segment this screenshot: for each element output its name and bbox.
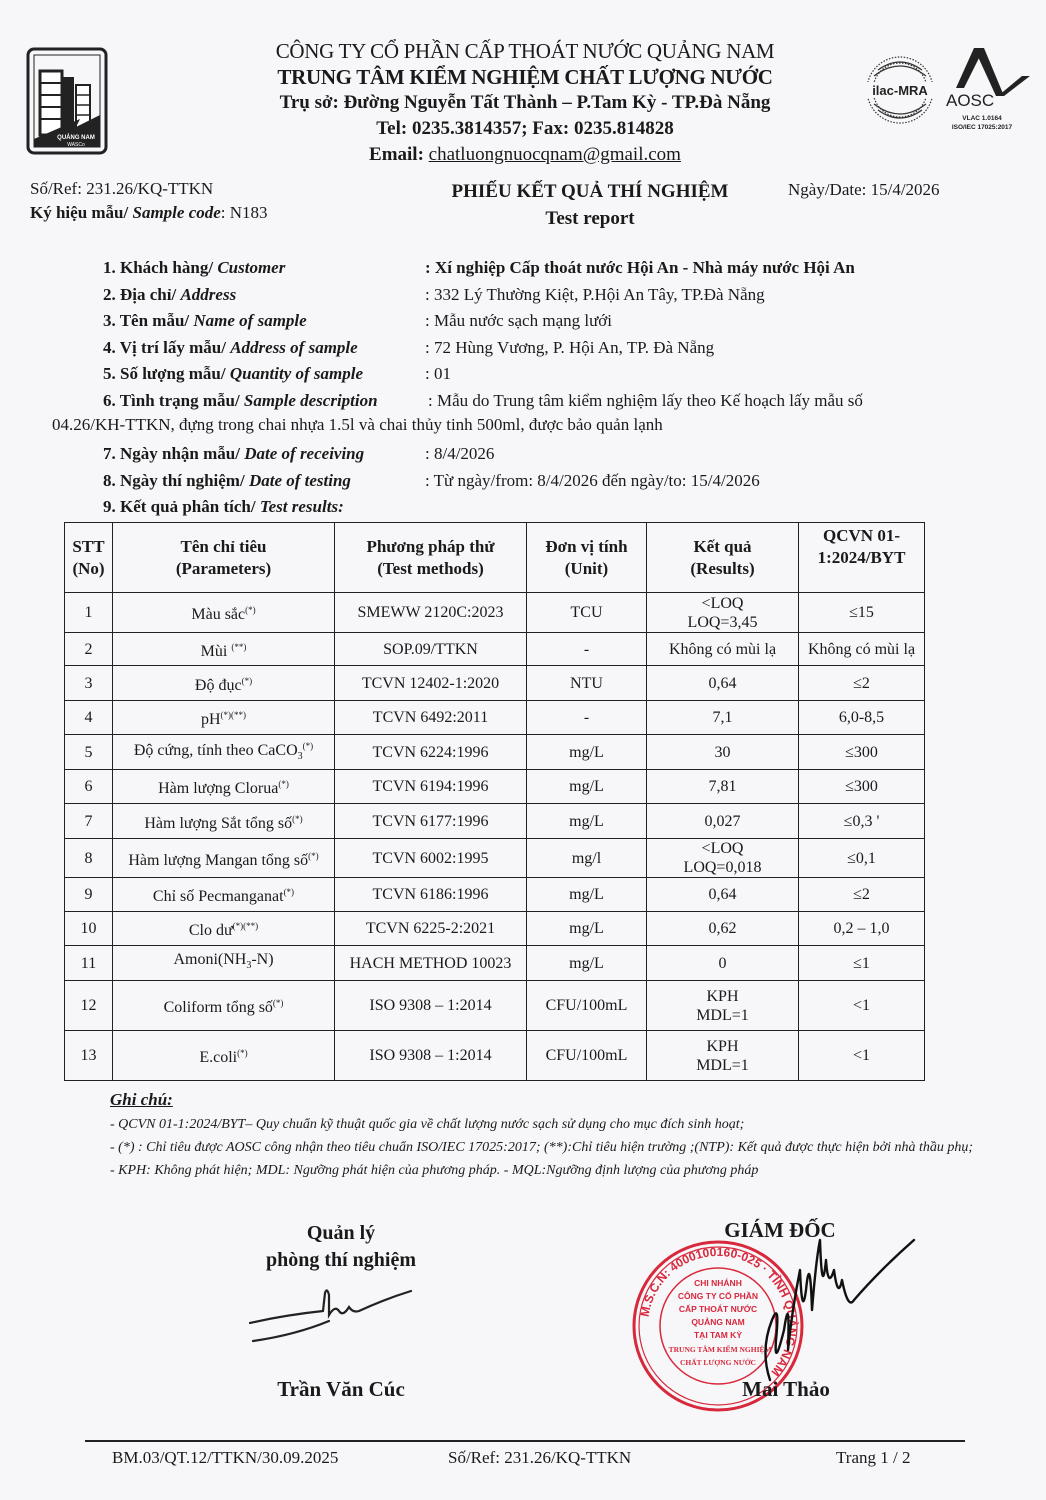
report-date: Ngày/Date: 15/4/2026 xyxy=(788,180,940,199)
table-row xyxy=(65,912,925,946)
cell-no: 5 xyxy=(65,735,113,770)
table-row xyxy=(65,633,925,666)
aosc-vlac: VLAC 1.0164 xyxy=(962,115,1002,122)
cell-parameter: Hàm lượng Clorua(*) xyxy=(113,770,335,804)
cell-method: ISO 9308 – 1:2014 xyxy=(335,1031,527,1081)
cell-method: TCVN 6186:1996 xyxy=(335,878,527,912)
cell-unit: mg/L xyxy=(527,912,647,946)
col-header-unit: Đơn vị tính (Unit) xyxy=(527,523,647,593)
cell-parameter: Độ đục(*) xyxy=(113,666,335,701)
cell-result: 0 xyxy=(647,946,799,981)
svg-text:TẠI TAM KỲ: TẠI TAM KỲ xyxy=(693,1330,743,1340)
svg-text:CHI NHÁNH: CHI NHÁNH xyxy=(694,1278,742,1288)
cell-method: TCVN 6225-2:2021 xyxy=(335,912,527,946)
company-address: Trụ sở: Đường Nguyễn Tất Thành – P.Tam Kỳ - TP.Đà Nẵng xyxy=(279,92,771,113)
info-label-description: 6. Tình trạng mẫu/ Sample description xyxy=(103,391,378,410)
notes xyxy=(110,1088,1010,1182)
letterhead xyxy=(180,38,870,168)
cell-unit: CFU/100mL xyxy=(527,1031,647,1081)
director-title: GIÁM ĐỐC xyxy=(724,1218,836,1242)
cell-limit: <1 xyxy=(799,1031,925,1081)
cell-result: 0,64 xyxy=(647,666,799,701)
svg-text:WASCo: WASCo xyxy=(67,142,85,148)
cell-method: SMEWW 2120C:2023 xyxy=(335,593,527,633)
cell-unit: mg/L xyxy=(527,946,647,981)
cell-result: <LOQ LOQ=3,45 xyxy=(647,593,799,633)
title-en: Test report xyxy=(545,208,635,229)
ilac-text: ilac-MRA xyxy=(872,83,928,98)
cell-method: TCVN 6492:2011 xyxy=(335,701,527,735)
svg-text:- TRUNG TÂM KIỂM NGHIỆM: - TRUNG TÂM KIỂM NGHIỆM xyxy=(664,1345,772,1354)
cell-unit: mg/l xyxy=(527,839,647,878)
sample-code-label-en: Sample code xyxy=(132,203,221,222)
title-vi: PHIẾU KẾT QUẢ THÍ NGHIỆM xyxy=(451,181,729,202)
info-label-testing-date: 8. Ngày thí nghiệm/ Date of testing xyxy=(103,470,351,490)
info-value-customer: : Xí nghiệp Cấp thoát nước Hội An - Nhà máy nước Hội An xyxy=(425,258,855,277)
cell-result: 7,81 xyxy=(647,770,799,804)
cell-result: 0,027 xyxy=(647,804,799,839)
info-label-sample-name: 3. Tên mẫu/ Name of sample xyxy=(103,311,307,331)
table-row xyxy=(65,804,925,839)
cell-unit: NTU xyxy=(527,666,647,701)
reference-block xyxy=(30,177,268,225)
col-header-methods: Phương pháp thử (Test methods) xyxy=(335,523,527,593)
cell-limit: ≤0,3 ' xyxy=(799,804,925,839)
table-row xyxy=(65,946,925,981)
info-label-quantity: 5. Số lượng mẫu/ Quantity of sample xyxy=(103,364,364,384)
cell-method: TCVN 6224:1996 xyxy=(335,735,527,770)
cell-parameter: Độ cứng, tính theo CaCO$_3$(*) xyxy=(113,735,335,770)
email-label: Email: xyxy=(369,144,424,165)
cell-limit: ≤0,1 xyxy=(799,839,925,878)
page-number: Trang 1 / 2 xyxy=(836,1448,911,1467)
cell-unit: mg/L xyxy=(527,878,647,912)
cell-result: 0,62 xyxy=(647,912,799,946)
cell-unit: mg/L xyxy=(527,770,647,804)
footer-ref: Số/Ref: 231.26/KQ-TTKN xyxy=(448,1448,632,1467)
cell-method: HACH METHOD 10023 xyxy=(335,946,527,981)
table-row xyxy=(65,839,925,878)
cell-unit: TCU xyxy=(527,593,647,633)
info-label-test-results: 9. Kết quả phân tích/ Test results: xyxy=(103,497,344,517)
cell-limit: Không có mùi lạ xyxy=(799,633,925,666)
sample-code: : N183 xyxy=(220,203,268,222)
cell-limit: ≤300 xyxy=(799,770,925,804)
lab-manager-signature xyxy=(245,1285,415,1345)
cell-no: 12 xyxy=(65,981,113,1031)
info-value-address: : 332 Lý Thường Kiệt, P.Hội An Tây, TP.Đà Nẵng xyxy=(425,284,765,304)
table-row xyxy=(65,770,925,804)
cell-method: TCVN 12402-1:2020 xyxy=(335,666,527,701)
cell-limit: <1 xyxy=(799,981,925,1031)
cell-no: 10 xyxy=(65,912,113,946)
lab-manager-title: Quản lý phòng thí nghiệm xyxy=(265,1222,417,1271)
center-name: TRUNG TÂM KIỂM NGHIỆM CHẤT LƯỢNG NƯỚC xyxy=(277,65,773,89)
info-value-receiving-date: : 8/4/2026 xyxy=(425,444,495,463)
cell-method: TCVN 6177:1996 xyxy=(335,804,527,839)
cell-no: 7 xyxy=(65,804,113,839)
table-row xyxy=(65,878,925,912)
cell-no: 4 xyxy=(65,701,113,735)
cell-result: 30 xyxy=(647,735,799,770)
svg-text:CẤP THOÁT NƯỚC: CẤP THOÁT NƯỚC xyxy=(678,1304,758,1314)
form-code: BM.03/QT.12/TTKN/30.09.2025 xyxy=(112,1448,339,1467)
note-line: - (*) : Chỉ tiêu được AOSC công nhận theo tiêu chuẩn ISO/IEC 17025:2017; (**):Chỉ tiêu hiện trường ;(NTP): Kết quả được thực hiện bởi nhà thầu phụ; xyxy=(110,1140,974,1155)
cell-unit: CFU/100mL xyxy=(527,981,647,1031)
cell-limit: ≤1 xyxy=(799,946,925,981)
ilac-mra-logo xyxy=(864,50,936,130)
info-value-sample-name: : Mẫu nước sạch mạng lưới xyxy=(425,311,613,331)
footer-divider xyxy=(85,1440,965,1442)
cell-method: ISO 9308 – 1:2014 xyxy=(335,981,527,1031)
cell-result: Không có mùi lạ xyxy=(647,633,799,666)
cell-parameter: E.coli(*) xyxy=(113,1031,335,1081)
aosc-logo xyxy=(944,46,1034,136)
col-header-parameters: Tên chỉ tiêu (Parameters) xyxy=(113,523,335,593)
info-value-quantity: : 01 xyxy=(425,364,451,384)
cell-result: 0,64 xyxy=(647,878,799,912)
notes-heading: Ghi chú: xyxy=(110,1090,173,1109)
table-row xyxy=(65,593,925,633)
cell-unit: - xyxy=(527,701,647,735)
cell-limit: ≤2 xyxy=(799,666,925,701)
table-row xyxy=(65,701,925,735)
sample-info xyxy=(0,255,1046,515)
cell-parameter: Hàm lượng Mangan tổng số(*) xyxy=(113,839,335,878)
results-table xyxy=(64,522,925,1081)
info-value-testing-date: : Từ ngày/from: 8/4/2026 đến ngày/to: 15/4/2026 xyxy=(425,470,760,490)
cell-parameter: pH(*)(**) xyxy=(113,701,335,735)
note-line: - QCVN 01-1:2024/BYT– Quy chuẩn kỹ thuật quốc gia về chất lượng nước sạch sử dụng cho mục đích sinh hoạt; xyxy=(110,1117,745,1132)
table-body xyxy=(65,593,925,1081)
cell-result: KPH MDL=1 xyxy=(647,1031,799,1081)
table-row xyxy=(65,666,925,701)
logo-text: QUẢNG NAM xyxy=(57,135,95,141)
director-name: Mai Thảo xyxy=(742,1377,830,1401)
cell-no: 13 xyxy=(65,1031,113,1081)
cell-no: 1 xyxy=(65,593,113,633)
report-title xyxy=(400,178,780,232)
svg-text:CÔNG TY CỔ PHẦN: CÔNG TY CỔ PHẦN xyxy=(677,1291,759,1301)
info-label-receiving-date: 7. Ngày nhận mẫu/ Date of receiving xyxy=(103,444,365,463)
ref-number: Số/Ref: 231.26/KQ-TTKN xyxy=(30,179,214,198)
cell-parameter: $Amoni(NH_3-N)$ xyxy=(113,946,335,981)
director-signature xyxy=(730,1230,920,1400)
aosc-iso: ISO/IEC 17025:2017 xyxy=(951,124,1013,131)
company-logo xyxy=(26,47,108,155)
cell-unit: - xyxy=(527,633,647,666)
col-header-standard: QCVN 01- 1:2024/BYT xyxy=(799,523,925,593)
sample-code-label: Ký hiệu mẫu/ xyxy=(30,203,129,222)
lab-manager-name: Trần Văn Cúc xyxy=(277,1377,405,1401)
cell-no: 9 xyxy=(65,878,113,912)
cell-unit: mg/L xyxy=(527,735,647,770)
svg-text:CHẤT LƯỢNG NƯỚC: CHẤT LƯỢNG NƯỚC xyxy=(680,1358,756,1367)
description-continued: 04.26/KH-TTKN, đựng trong chai nhựa 1.5l và chai thủy tinh 500ml, được bảo quản lạnh xyxy=(52,415,663,434)
col-header-results: Kết quả (Results) xyxy=(647,523,799,593)
company-name: CÔNG TY CỔ PHẦN CẤP THOÁT NƯỚC QUẢNG NAM xyxy=(275,39,775,63)
cell-limit: ≤300 xyxy=(799,735,925,770)
cell-parameter: Coliform tổng số(*) xyxy=(113,981,335,1031)
cell-no: 8 xyxy=(65,839,113,878)
info-label-customer: 1. Khách hàng/ Customer xyxy=(103,258,286,277)
cell-no: 6 xyxy=(65,770,113,804)
info-value-description: : Mẫu do Trung tâm kiểm nghiệm lấy theo Kế hoạch lấy mẫu số xyxy=(428,391,863,410)
company-phone: Tel: 0235.3814357; Fax: 0235.814828 xyxy=(376,118,674,139)
table-header-row xyxy=(65,523,925,593)
cell-no: 11 xyxy=(65,946,113,981)
note-line: - KPH: Không phát hiện; MDL: Ngưỡng phát hiện của phương pháp. - MQL:Ngưỡng định lượng của phương pháp xyxy=(110,1163,759,1178)
cell-method: SOP.09/TTKN xyxy=(335,633,527,666)
cell-result: 7,1 xyxy=(647,701,799,735)
cell-parameter: Màu sắc(*) xyxy=(113,593,335,633)
cell-parameter: Chỉ số Pecmanganat(*) xyxy=(113,878,335,912)
aosc-text: AOSC xyxy=(946,91,995,110)
cell-parameter: Hàm lượng Sắt tổng số(*) xyxy=(113,804,335,839)
table-row xyxy=(65,981,925,1031)
table-row xyxy=(65,1031,925,1081)
cell-unit: mg/L xyxy=(527,804,647,839)
cell-parameter: Mùi (**) xyxy=(113,633,335,666)
cell-result: KPH MDL=1 xyxy=(647,981,799,1031)
info-value-sample-address: : 72 Hùng Vương, P. Hội An, TP. Đà Nẵng xyxy=(425,337,715,357)
stamp-ring-text: M.S.C.N: 4000100160-025 · TỈNH QUẢNG NAM xyxy=(637,1244,800,1379)
cell-no: 3 xyxy=(65,666,113,701)
cell-limit: ≤2 xyxy=(799,878,925,912)
svg-text:QUẢNG NAM: QUẢNG NAM xyxy=(691,1317,745,1327)
cell-method: TCVN 6002:1995 xyxy=(335,839,527,878)
cell-limit: 6,0-8,5 xyxy=(799,701,925,735)
cell-limit: ≤15 xyxy=(799,593,925,633)
cell-parameter: Clo dư(*)(**) xyxy=(113,912,335,946)
info-label-sample-address: 4. Vị trí lấy mẫu/ Address of sample xyxy=(103,337,358,357)
info-label-address: 2. Địa chỉ/ Address xyxy=(103,284,237,304)
cell-limit: 0,2 – 1,0 xyxy=(799,912,925,946)
email-link[interactable]: chatluongnuocqnam@gmail.com xyxy=(428,144,681,165)
table-row xyxy=(65,735,925,770)
col-header-no: STT (No) xyxy=(65,523,113,593)
cell-result: <LOQ LOQ=0,018 xyxy=(647,839,799,878)
cell-method: TCVN 6194:1996 xyxy=(335,770,527,804)
cell-no: 2 xyxy=(65,633,113,666)
